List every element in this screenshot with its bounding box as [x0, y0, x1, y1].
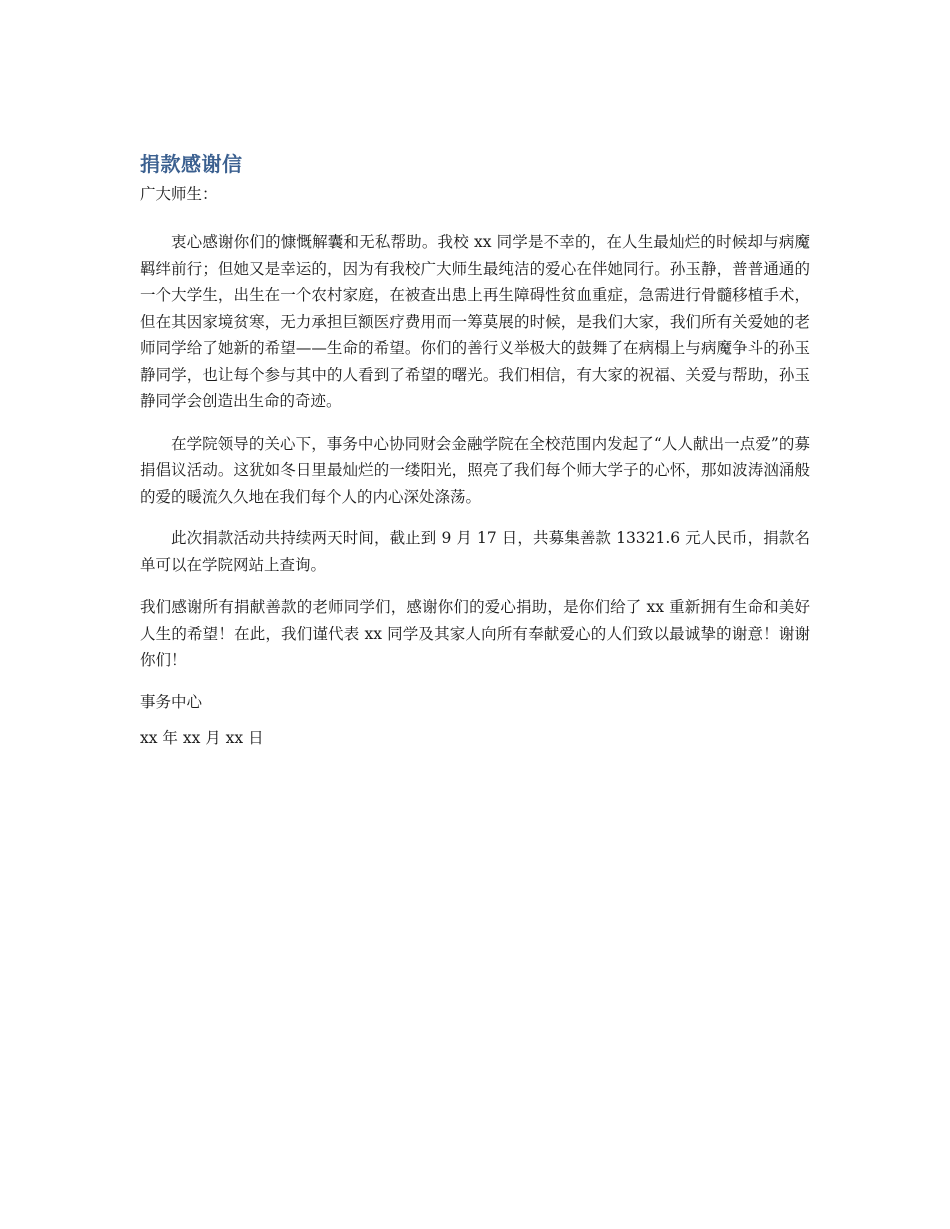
- page-title: 捐款感谢信: [140, 152, 243, 176]
- signature: 事务中心: [140, 692, 203, 711]
- paragraph-donation-total: 此次捐款活动共持续两天时间，截止到 9 月 17 日，共募集善款 13321.6 元人民币，捐款名单可以在学院网站上查询。: [140, 529, 810, 574]
- paragraph-gratitude: 衷心感谢你们的慷慨解囊和无私帮助。我校 xx 同学是不幸的，在人生最灿烂的时候却与病魔羁绊前行；但她又是幸运的，因为有我校广大师生最纯洁的爱心在伴她同行。孙玉静，普普通通的一个大学生，出生在一个农村家庭，在被查出患上再生障碍性贫血重症，急需进行骨髓移植手术，但在其因家境贫寒，无力承担巨额医疗费用而一筹莫展的时候，是我们大家，我们所有关爱她的老师同学给了她新的希望——生命的希望。你们的善行义举极大的鼓舞了在病榻上与病魔争斗的孙玉静同学，也让每个参与其中的人看到了希望的曙光。我们相信，有大家的祝福、关爱与帮助，孙玉静同学会创造出生命的奇迹。: [140, 233, 810, 410]
- letter-date: xx 年 xx 月 xx 日: [140, 728, 264, 747]
- salutation: 广大师生：: [140, 185, 218, 203]
- letter-body: [140, 150, 810, 750]
- paragraph-campaign: 在学院领导的关心下，事务中心协同财会金融学院在全校范围内发起了“人人献出一点爱”的募捐倡议活动。这犹如冬日里最灿烂的一缕阳光，照亮了我们每个师大学子的心怀，那如波涛汹涌般的爱的暖流久久地在我们每个人的内心深处涤荡。: [140, 434, 810, 506]
- paragraph-closing-thanks: 我们感谢所有捐献善款的老师同学们，感谢你们的爱心捐助，是你们给了 xx 重新拥有生命和美好人生的希望！在此，我们谨代表 xx 同学及其家人向所有奉献爱心的人们致以最诚挚的谢意！谢谢你们！: [140, 598, 810, 669]
